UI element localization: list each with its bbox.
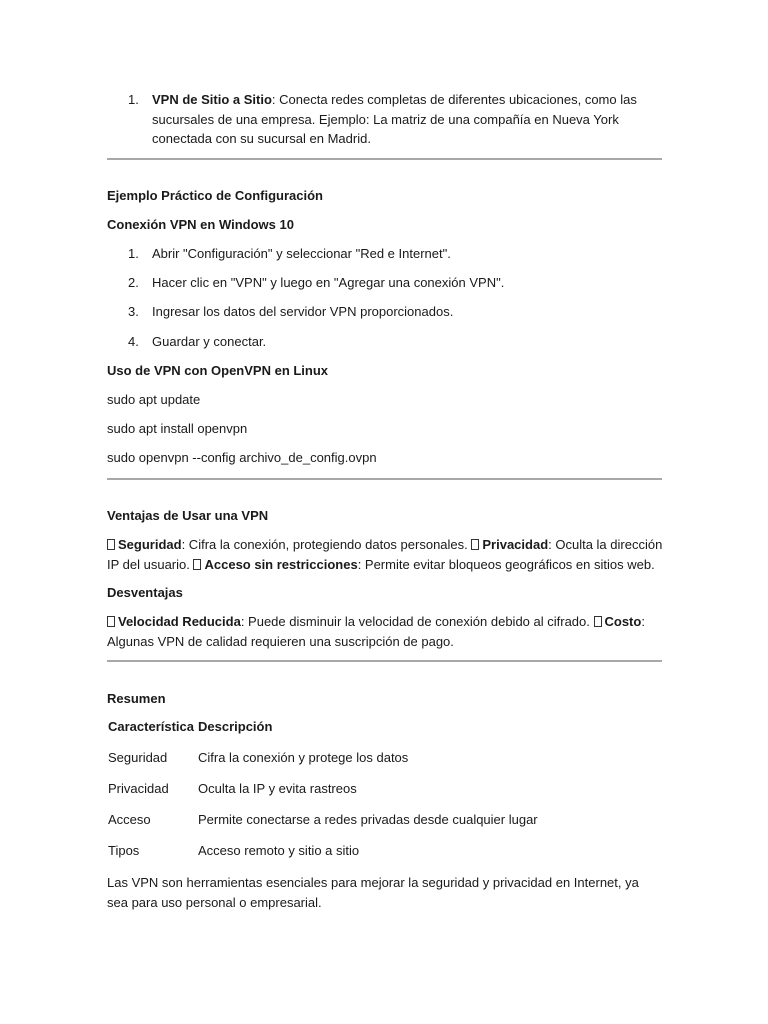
table-header-cell: Característica: [108, 719, 194, 734]
list-number: 1.: [128, 92, 139, 107]
desventajas-paragraph: [107, 612, 663, 651]
list-text: [152, 90, 662, 149]
list-text: Guardar y conectar.: [152, 334, 267, 349]
term-bold: Privacidad: [482, 537, 549, 552]
section-heading-resumen: Resumen: [107, 691, 166, 706]
section-heading-ventajas: Ventajas de Usar una VPN: [107, 508, 269, 523]
table-row: [106, 810, 540, 841]
table-row: [106, 841, 540, 872]
list-item: [107, 332, 663, 352]
table-cell: Acceso: [108, 812, 151, 827]
table-row: [106, 779, 540, 810]
term-description: : Puede disminuir la velocidad de conexión debido al cifrado.: [240, 614, 594, 629]
table-header-row: [106, 717, 540, 748]
summary-table: [106, 717, 540, 872]
term-bold: VPN de Sitio a Sitio: [152, 92, 272, 107]
list-item: [107, 273, 663, 293]
ventajas-paragraph: [107, 535, 663, 574]
term-bold: Velocidad Reducida: [118, 614, 241, 629]
list-item: [107, 302, 663, 322]
missing-glyph-icon: [193, 559, 201, 570]
list-number: 1.: [128, 246, 139, 261]
missing-glyph-icon: [107, 539, 115, 550]
subheading-linux: Uso de VPN con OpenVPN en Linux: [107, 363, 329, 378]
list-number: 4.: [128, 334, 139, 349]
table-cell: Tipos: [108, 843, 140, 858]
conclusion-paragraph: Las VPN son herramientas esenciales para mejorar la seguridad y privacidad en Internet, ya sea para uso personal o empresarial.: [107, 875, 639, 910]
command-line: sudo openvpn --config archivo_de_config.ovpn: [107, 450, 377, 465]
table-row: [106, 748, 540, 779]
table-cell: Privacidad: [108, 781, 169, 796]
list-number: 2.: [128, 275, 139, 290]
command-line: sudo apt update: [107, 392, 201, 407]
term-bold: Acceso sin restricciones: [204, 556, 358, 572]
horizontal-rule: [107, 478, 662, 480]
term-description: : Algunas VPN de calidad requieren una suscripción de pago.: [107, 614, 645, 649]
list-text: Hacer clic en "VPN" y luego en "Agregar una conexión VPN".: [152, 275, 505, 290]
term-bold: Costo: [604, 614, 642, 629]
table-cell: Acceso remoto y sitio a sitio: [198, 843, 360, 858]
term-description: : Cifra la conexión, protegiendo datos personales.: [181, 537, 472, 552]
missing-glyph-icon: [107, 616, 115, 627]
list-text: Abrir "Configuración" y seleccionar "Red e Internet".: [152, 246, 451, 261]
list-text: Ingresar los datos del servidor VPN proporcionados.: [152, 304, 454, 319]
term-description: : Conecta redes completas de diferentes ubicaciones, como las sucursales de una empresa. Ejemplo: La matriz de una compañía en Nueva York conectada con su sucursal en Madrid.: [152, 92, 637, 146]
table-cell: Permite conectarse a redes privadas desde cualquier lugar: [198, 812, 538, 827]
section-heading-config: Ejemplo Práctico de Configuración: [107, 188, 323, 203]
subheading-windows: Conexión VPN en Windows 10: [107, 217, 294, 232]
list-item-sitio-a-sitio: [107, 90, 663, 150]
list-item: [107, 244, 663, 264]
list-number: 3.: [128, 304, 139, 319]
missing-glyph-icon: [594, 616, 602, 627]
term-description: : Permite evitar bloqueos geográficos en sitios web.: [357, 556, 655, 572]
table-cell: Oculta la IP y evita rastreos: [198, 781, 357, 796]
table-cell: Seguridad: [108, 750, 168, 765]
term-description: : Oculta la dirección IP del usuario.: [107, 537, 663, 572]
missing-glyph-icon: [471, 539, 479, 550]
table-header-cell: Descripción: [198, 719, 273, 734]
term-bold: Seguridad: [118, 537, 182, 552]
table-cell: Cifra la conexión y protege los datos: [198, 750, 409, 765]
horizontal-rule: [107, 660, 662, 662]
command-line: sudo apt install openvpn: [107, 421, 248, 436]
section-heading-desventajas: Desventajas: [107, 585, 183, 600]
horizontal-rule: [107, 158, 662, 160]
